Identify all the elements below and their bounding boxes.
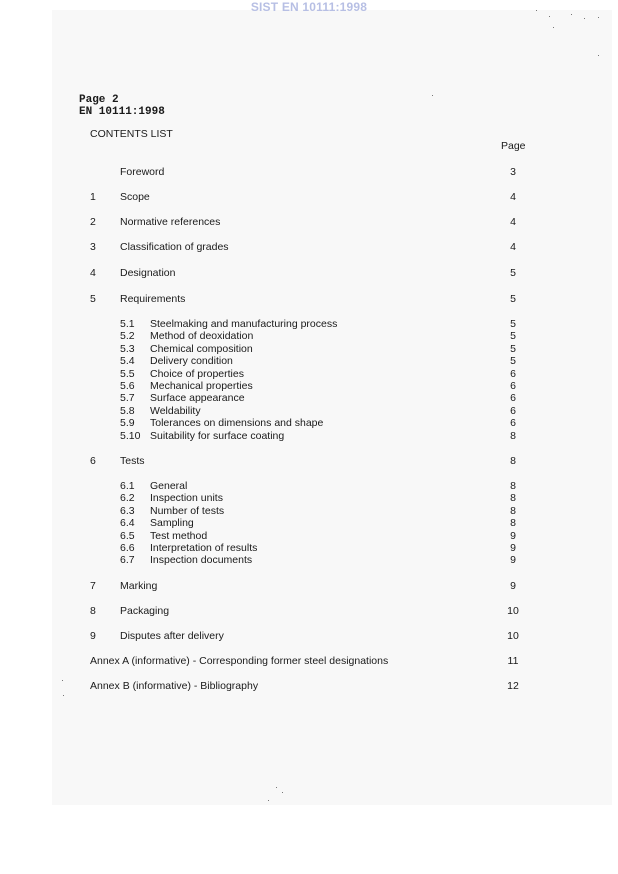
toc-page-number: 4 xyxy=(510,241,516,253)
scan-speck xyxy=(536,10,537,11)
toc-subsection-number: 6.1 xyxy=(120,480,135,492)
toc-subsection-title: Delivery condition xyxy=(150,355,233,368)
scan-speck xyxy=(549,16,550,17)
toc-subsection-number: 5.6 xyxy=(120,380,135,392)
toc-page-number: 6 xyxy=(510,380,516,392)
toc-page-number: 4 xyxy=(510,216,516,228)
toc-section-number: 5 xyxy=(90,293,96,305)
toc-subsection-title: Steelmaking and manufacturing process xyxy=(150,318,338,330)
toc-section-title: Scope xyxy=(120,191,150,203)
toc-subsection-title: Suitability for surface coating xyxy=(150,429,285,442)
scan-speck xyxy=(598,17,599,18)
toc-foreword-title: Foreword xyxy=(120,166,165,178)
toc-page-number: 11 xyxy=(507,655,519,667)
toc-page-number: 10 xyxy=(507,605,519,617)
toc-page-number: 5 xyxy=(510,318,516,330)
toc-section-number: 3 xyxy=(90,241,96,253)
toc-page-number: 5 xyxy=(510,342,516,355)
toc-page-number: 10 xyxy=(507,630,519,642)
toc-section-title: Requirements xyxy=(120,293,186,305)
toc-subsection-number: 6.2 xyxy=(120,492,135,505)
scan-speck xyxy=(62,680,63,681)
toc-section-number: 6 xyxy=(90,455,96,467)
scan-speck xyxy=(553,27,554,28)
toc-subsection-title: Inspection units xyxy=(150,492,223,505)
toc-subsection-number: 5.3 xyxy=(120,342,135,355)
toc-subsection-title: Test method xyxy=(150,529,208,542)
scan-speck xyxy=(282,792,283,793)
toc-section-title: Designation xyxy=(120,267,176,279)
toc-subsection-title: Method of deoxidation xyxy=(150,330,254,343)
page-column-label: Page xyxy=(501,140,526,152)
toc-page-number: 6 xyxy=(510,367,516,380)
toc-page-number: 8 xyxy=(510,517,516,530)
toc-section-number: 9 xyxy=(90,630,96,642)
toc-section-title: Packaging xyxy=(120,605,170,617)
toc-page-number: 9 xyxy=(510,542,516,554)
watermark: SIST EN 10111:1998 xyxy=(250,0,368,14)
toc-annex-title: Annex B (informative) - Bibliography xyxy=(90,680,259,692)
toc-page-number: 6 xyxy=(510,404,516,417)
scan-speck xyxy=(268,800,269,801)
toc-subsection-number: 6.7 xyxy=(120,554,135,567)
toc-subsection-number: 6.5 xyxy=(120,529,135,542)
toc-subsection-title: Tolerances on dimensions and shape xyxy=(150,417,324,430)
toc-page-number: 8 xyxy=(510,429,516,442)
toc-subsection-number: 5.10 xyxy=(120,429,141,442)
scan-speck xyxy=(276,787,277,788)
toc-subsection-title: Number of tests xyxy=(150,504,225,517)
toc-subsection-number: 5.5 xyxy=(120,367,135,380)
toc-page-number: 8 xyxy=(510,504,516,517)
toc-page-number: 12 xyxy=(507,680,519,692)
toc-section-title: Disputes after delivery xyxy=(120,630,224,642)
toc-subsection-title: Chemical composition xyxy=(150,342,253,355)
toc-subsection-number: 5.8 xyxy=(120,404,135,417)
toc-section-title: Normative references xyxy=(120,216,221,228)
scan-speck xyxy=(432,95,433,96)
toc-page-number: 5 xyxy=(510,267,516,279)
toc-page-number: 8 xyxy=(510,480,516,492)
toc-subsection-title: Interpretation of results xyxy=(150,542,258,554)
toc-subsection-number: 6.3 xyxy=(120,504,135,517)
toc-section-title: Marking xyxy=(120,580,158,592)
toc-subsection-title: Surface appearance xyxy=(150,392,245,405)
toc-page-number: 9 xyxy=(510,529,516,542)
toc-page-number: 8 xyxy=(510,492,516,505)
toc-page-number: 9 xyxy=(510,580,516,592)
toc-section-number: 8 xyxy=(90,605,96,617)
toc-subsection-title: Mechanical properties xyxy=(150,380,253,392)
toc-section-title: Classification of grades xyxy=(120,241,229,253)
toc-subsection-number: 5.9 xyxy=(120,417,135,430)
scan-speck xyxy=(63,695,64,696)
toc-subsection-number: 5.2 xyxy=(120,330,135,343)
toc-annex-title: Annex A (informative) - Corresponding former steel designations xyxy=(90,655,389,667)
toc-page-number: 4 xyxy=(510,191,516,203)
toc-subsection-number: 5.7 xyxy=(120,392,135,405)
toc-section-number: 4 xyxy=(90,267,96,279)
toc-page-number: 5 xyxy=(510,330,516,343)
toc-subsection-number: 5.4 xyxy=(120,355,135,368)
toc-subsection-title: Inspection documents xyxy=(150,554,253,567)
toc-subsection-title: Sampling xyxy=(150,517,194,530)
toc-section-number: 2 xyxy=(90,216,96,228)
toc-page-number: 8 xyxy=(510,455,516,467)
toc-subsection-number: 6.4 xyxy=(120,517,135,530)
toc-page-number: 9 xyxy=(510,554,516,567)
scan-speck xyxy=(598,55,599,56)
page-label: Page 2 xyxy=(79,94,119,106)
toc-subsection-title: General xyxy=(150,480,188,492)
toc-page-number: 5 xyxy=(510,355,516,368)
document-id: EN 10111:1998 xyxy=(79,106,165,118)
toc-section-number: 7 xyxy=(90,580,96,592)
toc-subsection-number: 6.6 xyxy=(120,542,135,554)
toc-subsection-number: 5.1 xyxy=(120,318,135,330)
scan-speck xyxy=(571,14,572,15)
toc-section-number: 1 xyxy=(90,191,96,203)
toc-page-number: 3 xyxy=(510,166,516,178)
scan-speck xyxy=(584,18,585,19)
toc-subsection-title: Choice of properties xyxy=(150,367,244,380)
contents-title: CONTENTS LIST xyxy=(90,128,173,140)
toc-page-number: 6 xyxy=(510,417,516,430)
toc-page-number: 6 xyxy=(510,392,516,405)
toc-subsection-title: Weldability xyxy=(150,404,201,417)
toc-section-title: Tests xyxy=(120,455,145,467)
toc-page-number: 5 xyxy=(510,293,516,305)
